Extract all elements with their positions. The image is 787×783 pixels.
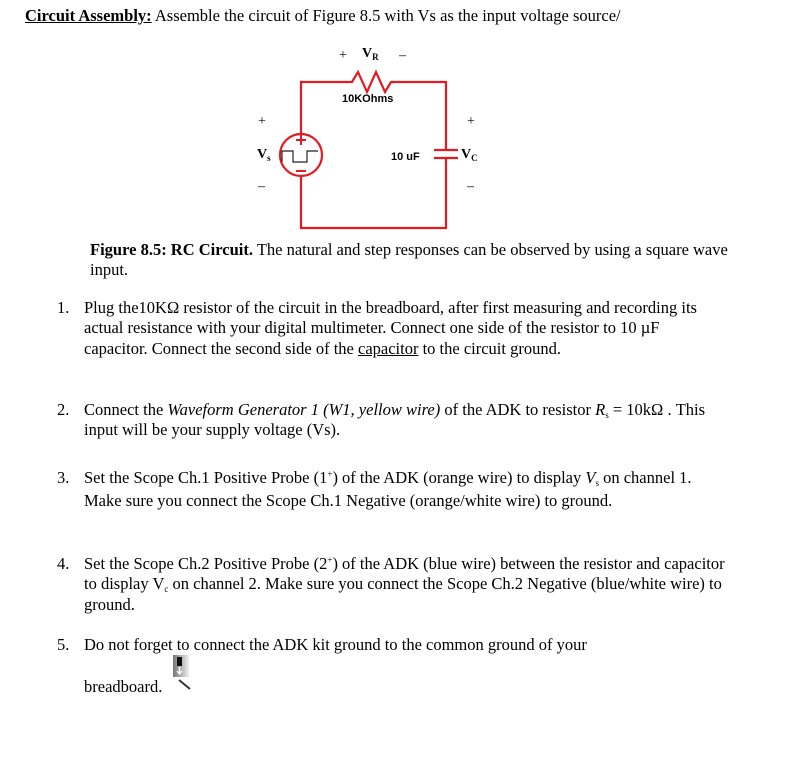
- step-2: 2. Connect the Waveform Generator 1 (W1, yellow wire) of the ADK to resistor $R_s = 10k\Omega$ . This input will be your supply voltage (Vs).: [57, 400, 706, 440]
- step-1: 1. Plug the10KΩ resistor of the circuit in the breadboard, after first measuring and recording its actual resistance with your digital multimeter. Connect one side of the resistor to 10 µF capacitor. Connect the second side of the capacitor to the circuit ground.: [57, 298, 697, 358]
- step-3: 3. Set the Scope Ch.1 Positive Probe (1+) of the ADK (orange wire) to display $V_s$ on channel 1. Make sure you connect the Scope Ch.1 Negative (orange/white wire) to ground.: [57, 468, 692, 510]
- resistor-label: 10KOhms: [342, 93, 394, 105]
- vc-label: $V_C$: [461, 147, 478, 163]
- step-5: 5. Do not forget to connect the ADK kit ground to the common ground of your: [57, 635, 587, 654]
- vr-label: $V_R$: [362, 46, 379, 62]
- resistor-icon: [301, 72, 446, 150]
- step-5-continued: breadboard.: [84, 677, 163, 696]
- vr-plus: +: [339, 48, 347, 63]
- vs-minus: –: [258, 179, 265, 194]
- vs-label: $V_s$: [257, 147, 271, 163]
- ground-terminal-icon: [173, 655, 191, 691]
- vr-minus: –: [399, 48, 406, 63]
- vs-plus: +: [258, 114, 266, 129]
- step-4: 4. Set the Scope Ch.2 Positive Probe (2+) of the ADK (blue wire) between the resistor and capacitor to display $V_c$ on channel 2. Make sure you connect the Scope Ch.2 Negative (blue/white wire) to ground.: [57, 554, 725, 614]
- rc-circuit-diagram: [0, 0, 787, 240]
- heading-lead: Circuit Assembly:: [25, 6, 152, 25]
- vc-minus: –: [467, 179, 474, 194]
- square-wave-icon: [282, 151, 318, 162]
- capacitor-link[interactable]: capacitor: [358, 338, 419, 358]
- vc-plus: +: [467, 114, 475, 129]
- capacitor-label: 10 uF: [391, 151, 420, 163]
- heading-text: Assemble the circuit of Figure 8.5 with Vs as the input voltage source/: [151, 6, 621, 25]
- figure-caption: Figure 8.5: RC Circuit. The natural and step responses can be observed by using a square wave input.: [90, 240, 728, 279]
